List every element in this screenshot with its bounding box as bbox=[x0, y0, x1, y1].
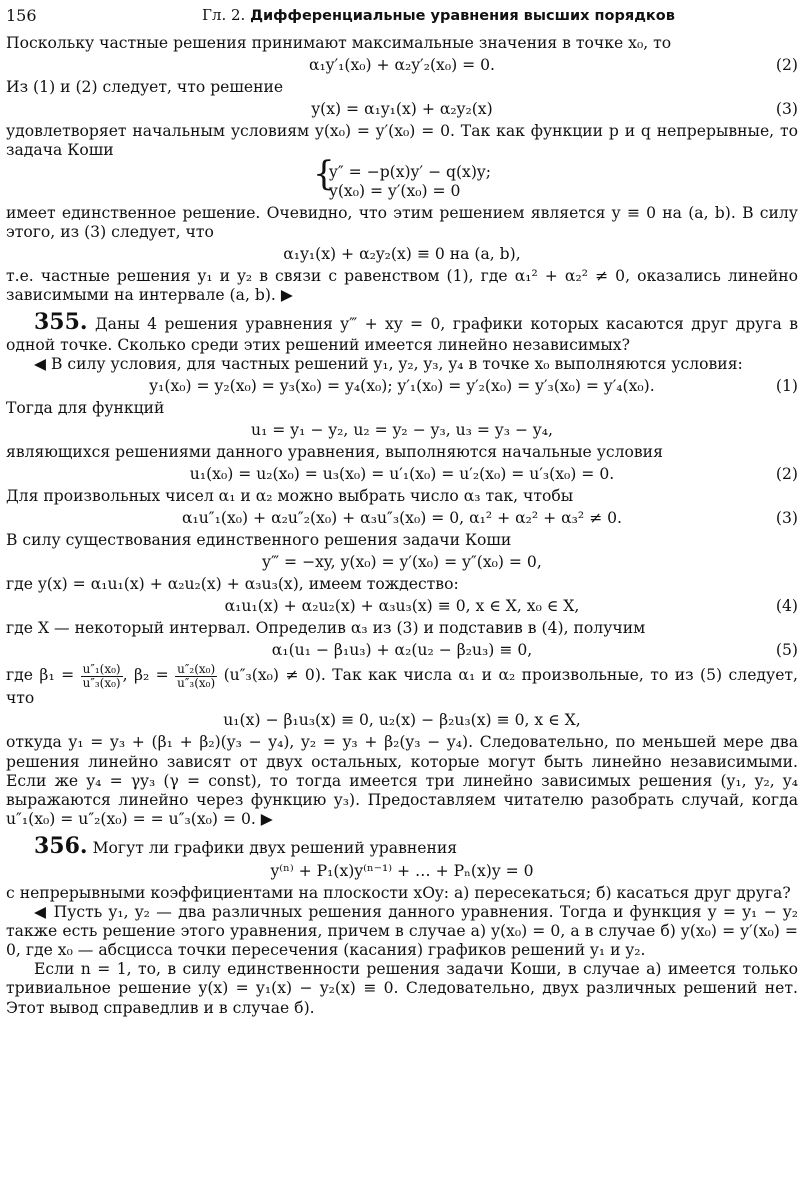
equation bbox=[6, 377, 798, 396]
equation bbox=[6, 641, 798, 660]
paragraph: Из (1) и (2) следует, что решение bbox=[6, 78, 284, 97]
chapter-number: Гл. 2. bbox=[202, 6, 246, 24]
paragraph: ◀ Пусть y₁, y₂ — два различных решения данного уравнения. Тогда и функция y = y₁ − y₂ также есть решение этого уравнения, причем в случае а) y(x₀) = 0, а в случае б) y(x₀) = y′(x₀) = 0, где x₀ — абсцисса точки пересечения (касания) графиков решений y₁ и y₂. bbox=[6, 903, 798, 960]
numerator: u″₂(x₀) bbox=[177, 662, 216, 677]
text-run: где β₁ = bbox=[6, 666, 75, 685]
equation bbox=[6, 100, 798, 119]
chapter-title: Дифференциальные уравнения высших порядков bbox=[250, 8, 675, 24]
paragraph: где X — некоторый интервал. Определив α₃ из (3) и подставив в (4), получим bbox=[6, 619, 646, 638]
page bbox=[6, 4, 798, 1018]
problem-text: Могут ли графики двух решений уравнения bbox=[92, 838, 458, 857]
text-run: (u″₃(x₀) ≠ 0). Так как числа α₁ и α₂ произвольные, то из (5) следует, что bbox=[6, 666, 799, 708]
equation-body: y‴ = −xy, y(x₀) = y′(x₀) = y″(x₀) = 0, bbox=[262, 553, 542, 572]
paragraph: Если n = 1, то, в силу единственности решения задачи Коши, в случае а) имеется только тривиальное решение y(x) = y₁(x) − y₂(x) ≡ 0. Следовательно, двух различных решений нет. Этот вывод справедлив и в случае б). bbox=[6, 960, 798, 1017]
problem-text: Даны 4 решения уравнения y‴ + xy = 0, графики которых касаются друг друга в одной точке. Сколько среди этих решений имеется линейно независимых? bbox=[6, 315, 798, 355]
paragraph: В силу существования единственного решения задачи Коши bbox=[6, 531, 512, 550]
equation-body: α₁(u₁ − β₁u₃) + α₂(u₂ − β₂u₃) ≡ 0, bbox=[271, 641, 533, 660]
paragraph: являющихся решениями данного уравнения, выполняются начальные условия bbox=[6, 443, 663, 462]
system-line: y″ = −p(x)y′ − q(x)y; bbox=[329, 163, 491, 182]
fraction-beta1 bbox=[81, 663, 123, 689]
problem-356-statement bbox=[6, 833, 798, 860]
fraction-beta2 bbox=[175, 663, 217, 689]
equation-body: u₁ = y₁ − y₂, u₂ = y₂ − y₃, u₃ = y₃ − y₄, bbox=[251, 421, 553, 440]
equation-body: y₁(x₀) = y₂(x₀) = y₃(x₀) = y₄(x₀); y′₁(x₀) = y′₂(x₀) = y′₃(x₀) = y′₄(x₀). bbox=[149, 377, 655, 396]
paragraph: ◀ В силу условия, для частных решений y₁, y₂, y₃, y₄ в точке x₀ выполняются условия: bbox=[34, 355, 743, 374]
equation-body: α₁u₁(x) + α₂u₂(x) + α₃u₃(x) ≡ 0, x ∈ X, x₀ ∈ X, bbox=[224, 597, 580, 616]
paragraph: Поскольку частные решения принимают максимальные значения в точке x₀, то bbox=[6, 34, 672, 52]
paragraph: т.е. частные решения y₁ и y₂ в связи с равенством (1), где α₁² + α₂² ≠ 0, оказались линейно зависимыми на интервале (a, b). ▶ bbox=[6, 267, 798, 305]
equation-body: α₁u″₁(x₀) + α₂u″₂(x₀) + α₃u″₃(x₀) = 0, α₁² + α₂² + α₃² ≠ 0. bbox=[181, 509, 623, 528]
equation bbox=[6, 711, 798, 730]
problem-355-statement bbox=[6, 309, 798, 355]
equation-body: α₁y′₁(x₀) + α₂y′₂(x₀) = 0. bbox=[308, 56, 496, 75]
equation-number: (2) bbox=[775, 465, 798, 484]
running-header bbox=[6, 4, 798, 34]
equation bbox=[6, 509, 798, 528]
denominator: u″₃(x₀) bbox=[82, 675, 121, 690]
paragraph: откуда y₁ = y₃ + (β₁ + β₂)(y₃ − y₄), y₂ = y₃ + β₂(y₃ − y₄). Следовательно, по меньшей мере два решения линейно зависят от двух остальных, которые могут быть линейно независимыми. Если же y₄ = γy₃ (γ = const), то тогда имеется три линейно зависимых решения (y₁, y₂, y₄ выражаются линейно через функцию y₃). Предоставляем читателю разобрать случай, когда u″₁(x₀) = u″₂(x₀) = = u″₃(x₀) = 0. ▶ bbox=[6, 733, 798, 828]
equation bbox=[6, 553, 798, 572]
equation-number: (5) bbox=[775, 641, 798, 660]
paragraph: Для произвольных чисел α₁ и α₂ можно выбрать число α₃ так, чтобы bbox=[6, 487, 574, 506]
equation-number: (4) bbox=[775, 597, 798, 616]
equation bbox=[6, 465, 798, 484]
system-line: y(x₀) = y′(x₀) = 0 bbox=[329, 182, 461, 201]
paragraph: где y(x) = α₁u₁(x) + α₂u₂(x) + α₃u₃(x), имеем тождество: bbox=[6, 575, 459, 594]
equation-body: u₁(x₀) = u₂(x₀) = u₃(x₀) = u′₁(x₀) = u′₂(x₀) = u′₃(x₀) = 0. bbox=[189, 465, 615, 484]
equation bbox=[6, 56, 798, 75]
equation-number: (3) bbox=[775, 509, 798, 528]
numerator: u″₁(x₀) bbox=[82, 662, 121, 677]
paragraph: удовлетворяет начальным условиям y(x₀) = y′(x₀) = 0. Так как функции p и q непрерывные, то задача Коши bbox=[6, 122, 798, 160]
equation-body: y⁽ⁿ⁾ + P₁(x)y⁽ⁿ⁻¹⁾ + … + Pₙ(x)y = 0 bbox=[270, 862, 534, 881]
equation-number: (1) bbox=[775, 377, 798, 396]
equation-body: α₁y₁(x) + α₂y₂(x) ≡ 0 на (a, b), bbox=[283, 245, 521, 264]
text-run: , β₂ = bbox=[122, 666, 169, 685]
paragraph: имеет единственное решение. Очевидно, что этим решением является y ≡ 0 на (a, b). В силу этого, из (3) следует, что bbox=[6, 204, 798, 242]
equation bbox=[6, 597, 798, 616]
problem-number: 356. bbox=[34, 832, 88, 859]
paragraph: Тогда для функций bbox=[6, 399, 165, 418]
paragraph: с непрерывными коэффициентами на плоскости xOy: а) пересекаться; б) касаться друг друга? bbox=[6, 884, 791, 903]
paragraph-with-fractions bbox=[6, 663, 798, 708]
problem-number: 355. bbox=[34, 309, 88, 336]
denominator: u″₃(x₀) bbox=[177, 675, 216, 690]
equation bbox=[6, 862, 798, 881]
equation bbox=[6, 245, 798, 264]
page-number: 156 bbox=[6, 6, 37, 25]
left-brace-glyph: { bbox=[313, 154, 335, 195]
cases-block bbox=[313, 154, 491, 201]
equation-body: u₁(x) − β₁u₃(x) ≡ 0, u₂(x) − β₂u₃(x) ≡ 0, x ∈ X, bbox=[223, 711, 581, 730]
running-title bbox=[202, 6, 675, 26]
equation-body: y(x) = α₁y₁(x) + α₂y₂(x) bbox=[311, 100, 493, 119]
equation bbox=[6, 421, 798, 440]
equation-number: (2) bbox=[775, 56, 798, 75]
equation-number: (3) bbox=[775, 100, 798, 119]
equation-system bbox=[6, 154, 798, 201]
